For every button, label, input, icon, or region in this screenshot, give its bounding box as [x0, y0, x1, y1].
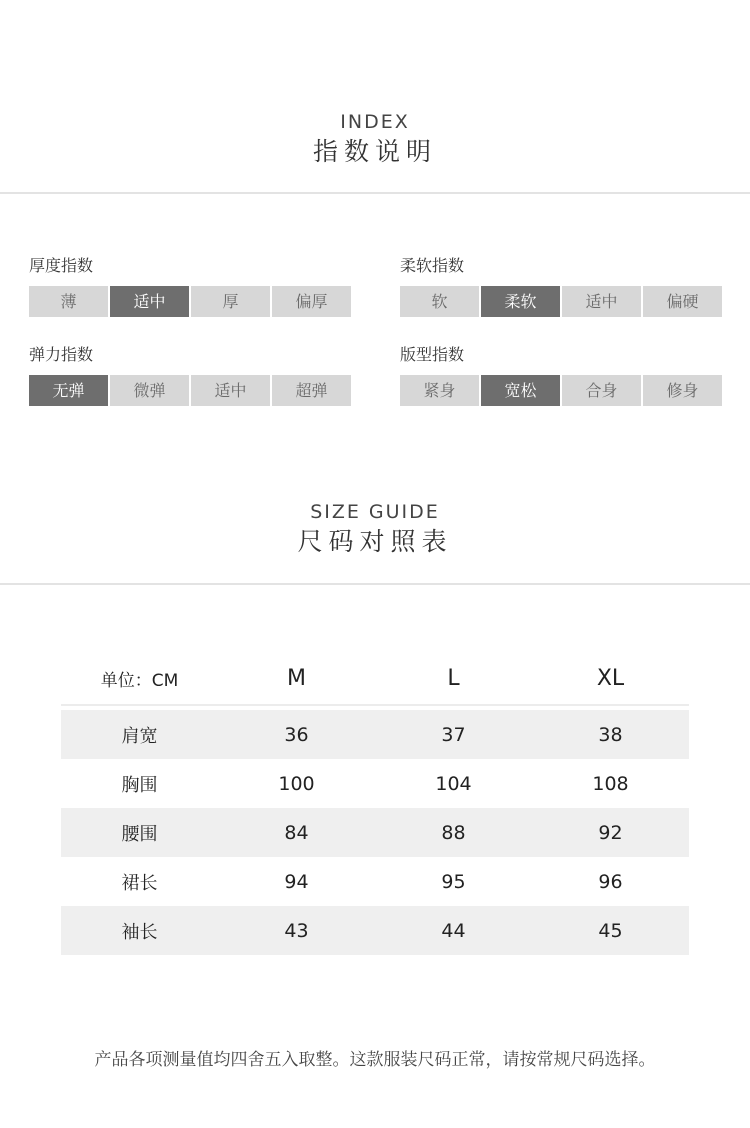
index-option: 超弹 [272, 375, 351, 406]
table-cell: 88 [441, 821, 466, 844]
table-cell: 36 [284, 723, 309, 746]
table-cell: 84 [284, 821, 309, 844]
elasticity-index [29, 345, 351, 406]
index-option-selected: 宽松 [481, 375, 560, 406]
size-note: 产品各项测量值均四舍五入取整。这款服装尺码正常，请按常规尺码选择。 [94, 1050, 656, 1070]
size-header: M [287, 665, 306, 691]
index-option-selected: 柔软 [481, 286, 560, 317]
index-option: 合身 [562, 375, 641, 406]
index-scale [29, 286, 351, 317]
table-row [61, 808, 689, 857]
table-cell: 37 [441, 723, 466, 746]
softness-index [400, 256, 722, 317]
table-cell: 43 [284, 919, 309, 942]
index-option-selected: 适中 [110, 286, 189, 317]
size-header: L [447, 665, 460, 691]
index-option-selected: 无弹 [29, 375, 108, 406]
table-cell: 94 [284, 870, 309, 893]
index-option: 薄 [29, 286, 108, 317]
index-option: 适中 [562, 286, 641, 317]
index-divider [0, 192, 750, 194]
index-option: 软 [400, 286, 479, 317]
table-row [61, 857, 689, 906]
table-cell: 38 [598, 723, 623, 746]
table-row [61, 906, 689, 955]
table-row [61, 710, 689, 759]
measure-label: 裙长 [121, 872, 158, 894]
unit-label: 单位：CM [100, 670, 179, 691]
size-guide-header [0, 500, 750, 558]
index-header [0, 110, 750, 168]
index-title: 柔软指数 [400, 256, 465, 275]
size-table [61, 652, 689, 955]
index-scale [29, 375, 351, 406]
size-guide-title-en: SIZE GUIDE [310, 501, 440, 523]
index-title: 厚度指数 [29, 256, 94, 275]
table-cell: 104 [435, 772, 472, 795]
index-title: 弹力指数 [29, 345, 94, 364]
index-option: 偏厚 [272, 286, 351, 317]
measure-label: 肩宽 [121, 725, 158, 747]
table-cell: 95 [441, 870, 466, 893]
table-row [61, 759, 689, 808]
size-header: XL [596, 665, 625, 691]
size-guide-title-cn: 尺码对照表 [297, 527, 453, 556]
index-title-cn: 指数说明 [312, 137, 437, 166]
index-option: 微弹 [110, 375, 189, 406]
table-cell: 44 [441, 919, 466, 942]
table-cell: 96 [598, 870, 623, 893]
index-option: 厚 [191, 286, 270, 317]
fit-index [400, 345, 722, 406]
index-scale [400, 375, 722, 406]
index-scale [400, 286, 722, 317]
thickness-index [29, 256, 351, 317]
table-cell: 92 [598, 821, 623, 844]
index-option: 紧身 [400, 375, 479, 406]
index-option: 修身 [643, 375, 722, 406]
size-guide-divider [0, 583, 750, 585]
table-cell: 45 [598, 919, 623, 942]
index-title-en: INDEX [340, 111, 410, 133]
table-cell: 108 [592, 772, 629, 795]
measure-label: 胸围 [121, 774, 158, 796]
measure-label: 腰围 [121, 823, 158, 845]
table-header-row [61, 652, 689, 706]
index-option: 适中 [191, 375, 270, 406]
table-cell: 100 [278, 772, 315, 795]
index-title: 版型指数 [400, 345, 465, 364]
index-option: 偏硬 [643, 286, 722, 317]
measure-label: 袖长 [121, 921, 158, 943]
